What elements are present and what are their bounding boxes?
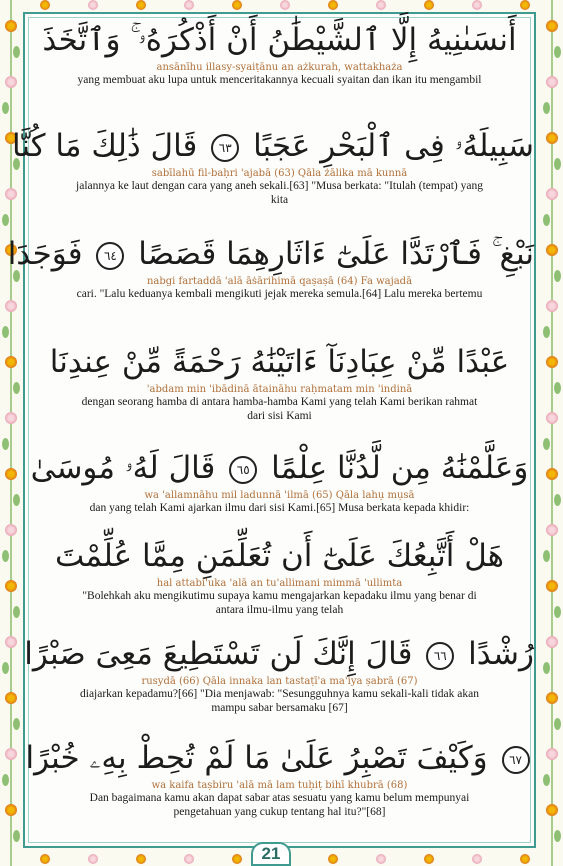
translation: "Bolehkah aku mengikutimu supaya kamu mengajarkan kepadaku ilmu yang benar di antara ilmu-ilmu yang telah bbox=[82, 590, 477, 616]
orange-flower-icon bbox=[546, 356, 558, 368]
translation: Dan bagaimana kamu akan dapat sabar atas sesuatu yang kamu belum mempunyai pengetahuan yang cukup tentang hal itu?"[68] bbox=[89, 792, 470, 818]
translation: diajarkan kepadamu?[66] "Dia menjawab: "Sesungguhnya kamu sekali-kali tidak akan mampu sabar bersamaku [67] bbox=[80, 688, 479, 714]
leaf-icon bbox=[554, 46, 561, 58]
orange-flower-icon bbox=[520, 0, 530, 10]
pink-flower-icon bbox=[546, 748, 558, 760]
translation: cari. "Lalu keduanya kembali mengikuti jejak mereka semula.[64] Lalu mereka bertemu bbox=[76, 288, 483, 300]
orange-flower-icon bbox=[424, 0, 434, 10]
translation: jalannya ke laut dengan cara yang aneh sekali.[63] "Musa berkata: "Itulah (tempat) yang kita bbox=[76, 180, 483, 206]
verse-line-3 bbox=[7, 232, 534, 302]
orange-flower-icon bbox=[546, 132, 558, 144]
pink-flower-icon bbox=[5, 188, 17, 200]
translation: yang membuat aku lupa untuk menceritakannya kecuali syaitan dan ikan itu mengambil bbox=[77, 74, 482, 86]
transliteration: sabīlahū fil-baḥri 'ajabā (63) Qāla żālika mā kunnā bbox=[151, 168, 408, 179]
orange-flower-icon bbox=[546, 468, 558, 480]
leaf-icon bbox=[2, 550, 9, 562]
orange-flower-icon bbox=[5, 580, 17, 592]
leaf-icon bbox=[554, 718, 561, 730]
pink-flower-icon bbox=[546, 188, 558, 200]
leaf-icon bbox=[543, 438, 550, 450]
leaf-icon bbox=[2, 662, 9, 674]
pink-flower-icon bbox=[184, 0, 194, 10]
transliteration: hal attabi'uka 'alā an tu'allimani mimmā 'ullimta bbox=[156, 578, 403, 589]
leaf-icon bbox=[543, 326, 550, 338]
leaf-icon bbox=[2, 774, 9, 786]
arabic-text: قَالَ ذَٰلِكَ مَا كُنَّا bbox=[12, 128, 198, 164]
orange-flower-icon bbox=[546, 580, 558, 592]
leaf-icon bbox=[13, 830, 20, 842]
arabic-text: هَلْ أَتَّبِعُكَ عَلَىٰٓ أَن تُعَلِّمَنِ مِمَّا عُلِّمْتَ bbox=[54, 538, 505, 574]
orange-flower-icon bbox=[520, 854, 530, 864]
arabic-text: أَنسَىٰنِيهُ إِلَّا ٱلشَّيْطَٰنُ أَنْ أَذْكُرَهُۥ ۚ وَٱتَّخَذَ bbox=[42, 22, 517, 58]
pink-flower-icon bbox=[5, 412, 17, 424]
ayah-number-marker: ٦٤ bbox=[96, 242, 124, 270]
verse-line-4 bbox=[25, 340, 534, 423]
leaf-icon bbox=[13, 606, 20, 618]
transliteration: 'abdam min 'ibādinā ātaināhu raḥmatam min 'indinā bbox=[146, 384, 413, 395]
pink-flower-icon bbox=[472, 0, 482, 10]
orange-flower-icon bbox=[5, 20, 17, 32]
pink-flower-icon bbox=[472, 854, 482, 864]
orange-flower-icon bbox=[546, 692, 558, 704]
pink-flower-icon bbox=[88, 854, 98, 864]
verse-line-7 bbox=[25, 632, 534, 715]
arabic-text: سَبِيلَهُۥ فِى ٱلْبَحْرِ عَجَبًا bbox=[253, 128, 534, 164]
transliteration: nabgi fartaddā 'alā āṡārihimā qaṣaṣā (64) Fa wajadā bbox=[146, 276, 413, 287]
transliteration: rusydā (66) Qāla innaka lan tastaṭī'a ma'iya ṣabrā (67) bbox=[141, 676, 418, 687]
pink-flower-icon bbox=[376, 854, 386, 864]
orange-flower-icon bbox=[546, 20, 558, 32]
leaf-icon bbox=[554, 830, 561, 842]
arabic-text: عَبْدًا مِّنْ عِبَادِنَآ ءَاتَيْنَٰهُ رَحْمَةً مِّنْ عِندِنَا bbox=[49, 344, 510, 380]
leaf-icon bbox=[554, 494, 561, 506]
page-number: 21 bbox=[251, 842, 291, 866]
orange-flower-icon bbox=[5, 356, 17, 368]
orange-flower-icon bbox=[5, 468, 17, 480]
arabic-text: رُشْدًا bbox=[468, 636, 534, 672]
leaf-icon bbox=[554, 382, 561, 394]
arabic-text: وَكَيْفَ تَصْبِرُ عَلَىٰ مَا لَمْ تُحِطْ بِهِۦ خُبْرًا bbox=[25, 740, 488, 776]
translation: dengan seorang hamba di antara hamba-hamba Kami yang telah Kami berikan rahmat dari sisi Kami bbox=[81, 396, 478, 422]
orange-flower-icon bbox=[232, 854, 242, 864]
orange-flower-icon bbox=[546, 804, 558, 816]
pink-flower-icon bbox=[546, 76, 558, 88]
arabic-text: قَالَ إِنَّكَ لَن تَسْتَطِيعَ مَعِىَ صَبْرًا bbox=[24, 636, 413, 672]
orange-flower-icon bbox=[232, 0, 242, 10]
page-frame bbox=[7, 12, 536, 848]
pink-flower-icon bbox=[88, 0, 98, 10]
ayah-number-marker: ٦٥ bbox=[229, 456, 257, 484]
leaf-icon bbox=[554, 158, 561, 170]
leaf-icon bbox=[543, 662, 550, 674]
verse-line-1 bbox=[25, 18, 534, 88]
orange-flower-icon bbox=[40, 854, 50, 864]
orange-flower-icon bbox=[5, 692, 17, 704]
pink-flower-icon bbox=[184, 854, 194, 864]
arabic-text: نَبْغِ ۚ فَٱرْتَدَّا عَلَىٰٓ ءَاثَارِهِمَا قَصَصًا bbox=[138, 236, 534, 272]
orange-flower-icon bbox=[328, 854, 338, 864]
pink-flower-icon bbox=[5, 300, 17, 312]
pink-flower-icon bbox=[376, 0, 386, 10]
leaf-icon bbox=[2, 214, 9, 226]
pink-flower-icon bbox=[546, 412, 558, 424]
ayah-number-marker: ٦٦ bbox=[426, 642, 454, 670]
translation: dan yang telah Kami ajarkan ilmu dari sisi Kami.[65] Musa berkata kepada khidir: bbox=[89, 502, 470, 514]
arabic-text: وَعَلَّمْنَٰهُ مِن لَّدُنَّا عِلْمًا bbox=[271, 450, 529, 486]
leaf-icon bbox=[13, 718, 20, 730]
pink-flower-icon bbox=[280, 0, 290, 10]
verse-line-5 bbox=[25, 446, 534, 516]
transliteration: wa 'allamnāhu mil ladunnā 'ilmā (65) Qāla lahụ mụsā bbox=[144, 490, 415, 501]
verse-line-2 bbox=[12, 124, 534, 207]
leaf-icon bbox=[554, 270, 561, 282]
orange-flower-icon bbox=[136, 0, 146, 10]
pink-flower-icon bbox=[546, 636, 558, 648]
pink-flower-icon bbox=[546, 300, 558, 312]
pink-flower-icon bbox=[5, 76, 17, 88]
transliteration: ansānīhu illasy-syaiṭānu an ażkurah, wattakhaża bbox=[156, 62, 403, 73]
verse-line-8 bbox=[25, 736, 534, 819]
orange-flower-icon bbox=[328, 0, 338, 10]
orange-flower-icon bbox=[5, 804, 17, 816]
orange-flower-icon bbox=[136, 854, 146, 864]
leaf-icon bbox=[2, 102, 9, 114]
leaf-icon bbox=[554, 606, 561, 618]
ayah-number-marker: ٦٣ bbox=[211, 134, 239, 162]
floral-border-right bbox=[541, 0, 563, 866]
pink-flower-icon bbox=[546, 524, 558, 536]
leaf-icon bbox=[543, 774, 550, 786]
pink-flower-icon bbox=[5, 524, 17, 536]
orange-flower-icon bbox=[424, 854, 434, 864]
pink-flower-icon bbox=[5, 748, 17, 760]
verse-line-6 bbox=[25, 534, 534, 617]
leaf-icon bbox=[2, 326, 9, 338]
arabic-text: قَالَ لَهُۥ مُوسَىٰ bbox=[30, 450, 216, 486]
leaf-icon bbox=[543, 102, 550, 114]
transliteration: wa kaifa taṣbiru 'alā mā lam tuḥiṭ bihī khubrā (68) bbox=[151, 780, 408, 791]
orange-flower-icon bbox=[546, 244, 558, 256]
leaf-icon bbox=[543, 214, 550, 226]
leaf-icon bbox=[13, 382, 20, 394]
leaf-icon bbox=[2, 438, 9, 450]
pink-flower-icon bbox=[5, 636, 17, 648]
leaf-icon bbox=[13, 46, 20, 58]
orange-flower-icon bbox=[40, 0, 50, 10]
floral-border-top bbox=[0, 0, 563, 12]
arabic-text: فَوَجَدَا bbox=[7, 236, 83, 272]
ayah-number-marker: ٦٧ bbox=[502, 746, 530, 774]
leaf-icon bbox=[13, 494, 20, 506]
leaf-icon bbox=[543, 550, 550, 562]
